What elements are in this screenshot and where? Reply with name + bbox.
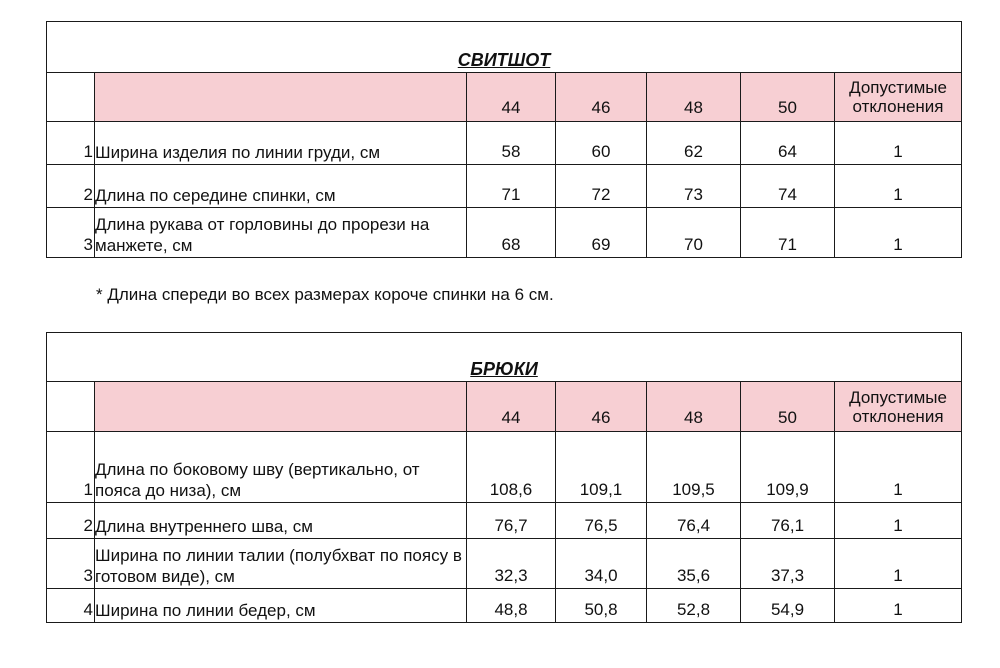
measurement-value: 52,8 (647, 589, 741, 623)
tolerance-value: 1 (835, 589, 962, 623)
measurement-value: 32,3 (467, 539, 556, 589)
measurement-value: 70 (647, 208, 741, 258)
measurement-value: 71 (741, 208, 835, 258)
measurement-value: 62 (647, 122, 741, 165)
measurement-value: 64 (741, 122, 835, 165)
table-title: СВИТШОТ (47, 22, 962, 73)
header-label-cell (95, 382, 467, 432)
tolerance-header: Допустимые отклонения (835, 73, 962, 122)
measurement-label: Ширина изделия по линии груди, см (95, 122, 467, 165)
title-row (47, 22, 962, 73)
header-number-cell (47, 382, 95, 432)
measurement-value: 35,6 (647, 539, 741, 589)
size-header: 44 (467, 73, 556, 122)
table-row (47, 503, 962, 539)
measurement-value: 109,5 (647, 432, 741, 503)
row-number: 1 (47, 122, 95, 165)
row-number: 2 (47, 165, 95, 208)
tolerance-value: 1 (835, 503, 962, 539)
size-header: 50 (741, 73, 835, 122)
measurement-value: 69 (556, 208, 647, 258)
measurement-value: 74 (741, 165, 835, 208)
tolerance-value: 1 (835, 165, 962, 208)
table-row (47, 589, 962, 623)
measurement-value: 72 (556, 165, 647, 208)
measurement-label: Длина рукава от горловины до прорези на манжете, см (95, 208, 467, 258)
measurement-value: 71 (467, 165, 556, 208)
measurement-label: Длина по середине спинки, см (95, 165, 467, 208)
measurement-value: 58 (467, 122, 556, 165)
size-header: 44 (467, 382, 556, 432)
size-header: 48 (647, 73, 741, 122)
measurement-label: Длина внутреннего шва, см (95, 503, 467, 539)
size-header: 48 (647, 382, 741, 432)
tolerance-value: 1 (835, 208, 962, 258)
measurement-value: 76,5 (556, 503, 647, 539)
measurement-value: 34,0 (556, 539, 647, 589)
measurement-value: 73 (647, 165, 741, 208)
measurement-value: 48,8 (467, 589, 556, 623)
measurement-label: Длина по боковому шву (вертикально, от пояса до низа), см (95, 432, 467, 503)
header-number-cell (47, 73, 95, 122)
row-number: 2 (47, 503, 95, 539)
tolerance-value: 1 (835, 122, 962, 165)
row-number: 1 (47, 432, 95, 503)
header-label-cell (95, 73, 467, 122)
measurement-value: 54,9 (741, 589, 835, 623)
table-row (47, 539, 962, 589)
measurement-value: 109,9 (741, 432, 835, 503)
measurement-value: 37,3 (741, 539, 835, 589)
measurement-value: 109,1 (556, 432, 647, 503)
footnote: * Длина спереди во всех размерах короче спинки на 6 см. (96, 285, 554, 304)
tolerance-header: Допустимые отклонения (835, 382, 962, 432)
sweatshirt-size-table (46, 21, 962, 258)
size-header: 46 (556, 382, 647, 432)
measurement-value: 50,8 (556, 589, 647, 623)
size-header: 50 (741, 382, 835, 432)
header-row (47, 382, 962, 432)
table-title: БРЮКИ (47, 333, 962, 382)
header-row (47, 73, 962, 122)
measurement-label: Ширина по линии бедер, см (95, 589, 467, 623)
measurement-value: 108,6 (467, 432, 556, 503)
table-row (47, 122, 962, 165)
row-number: 4 (47, 589, 95, 623)
measurement-value: 76,1 (741, 503, 835, 539)
measurement-value: 76,7 (467, 503, 556, 539)
row-number: 3 (47, 539, 95, 589)
table-row (47, 432, 962, 503)
measurement-value: 76,4 (647, 503, 741, 539)
tolerance-value: 1 (835, 432, 962, 503)
table-row (47, 165, 962, 208)
tolerance-value: 1 (835, 539, 962, 589)
title-row (47, 333, 962, 382)
measurement-value: 60 (556, 122, 647, 165)
size-header: 46 (556, 73, 647, 122)
measurement-label: Ширина по линии талии (полубхват по поясу в готовом виде), см (95, 539, 467, 589)
row-number: 3 (47, 208, 95, 258)
measurement-value: 68 (467, 208, 556, 258)
trousers-size-table (46, 332, 962, 623)
table-row (47, 208, 962, 258)
